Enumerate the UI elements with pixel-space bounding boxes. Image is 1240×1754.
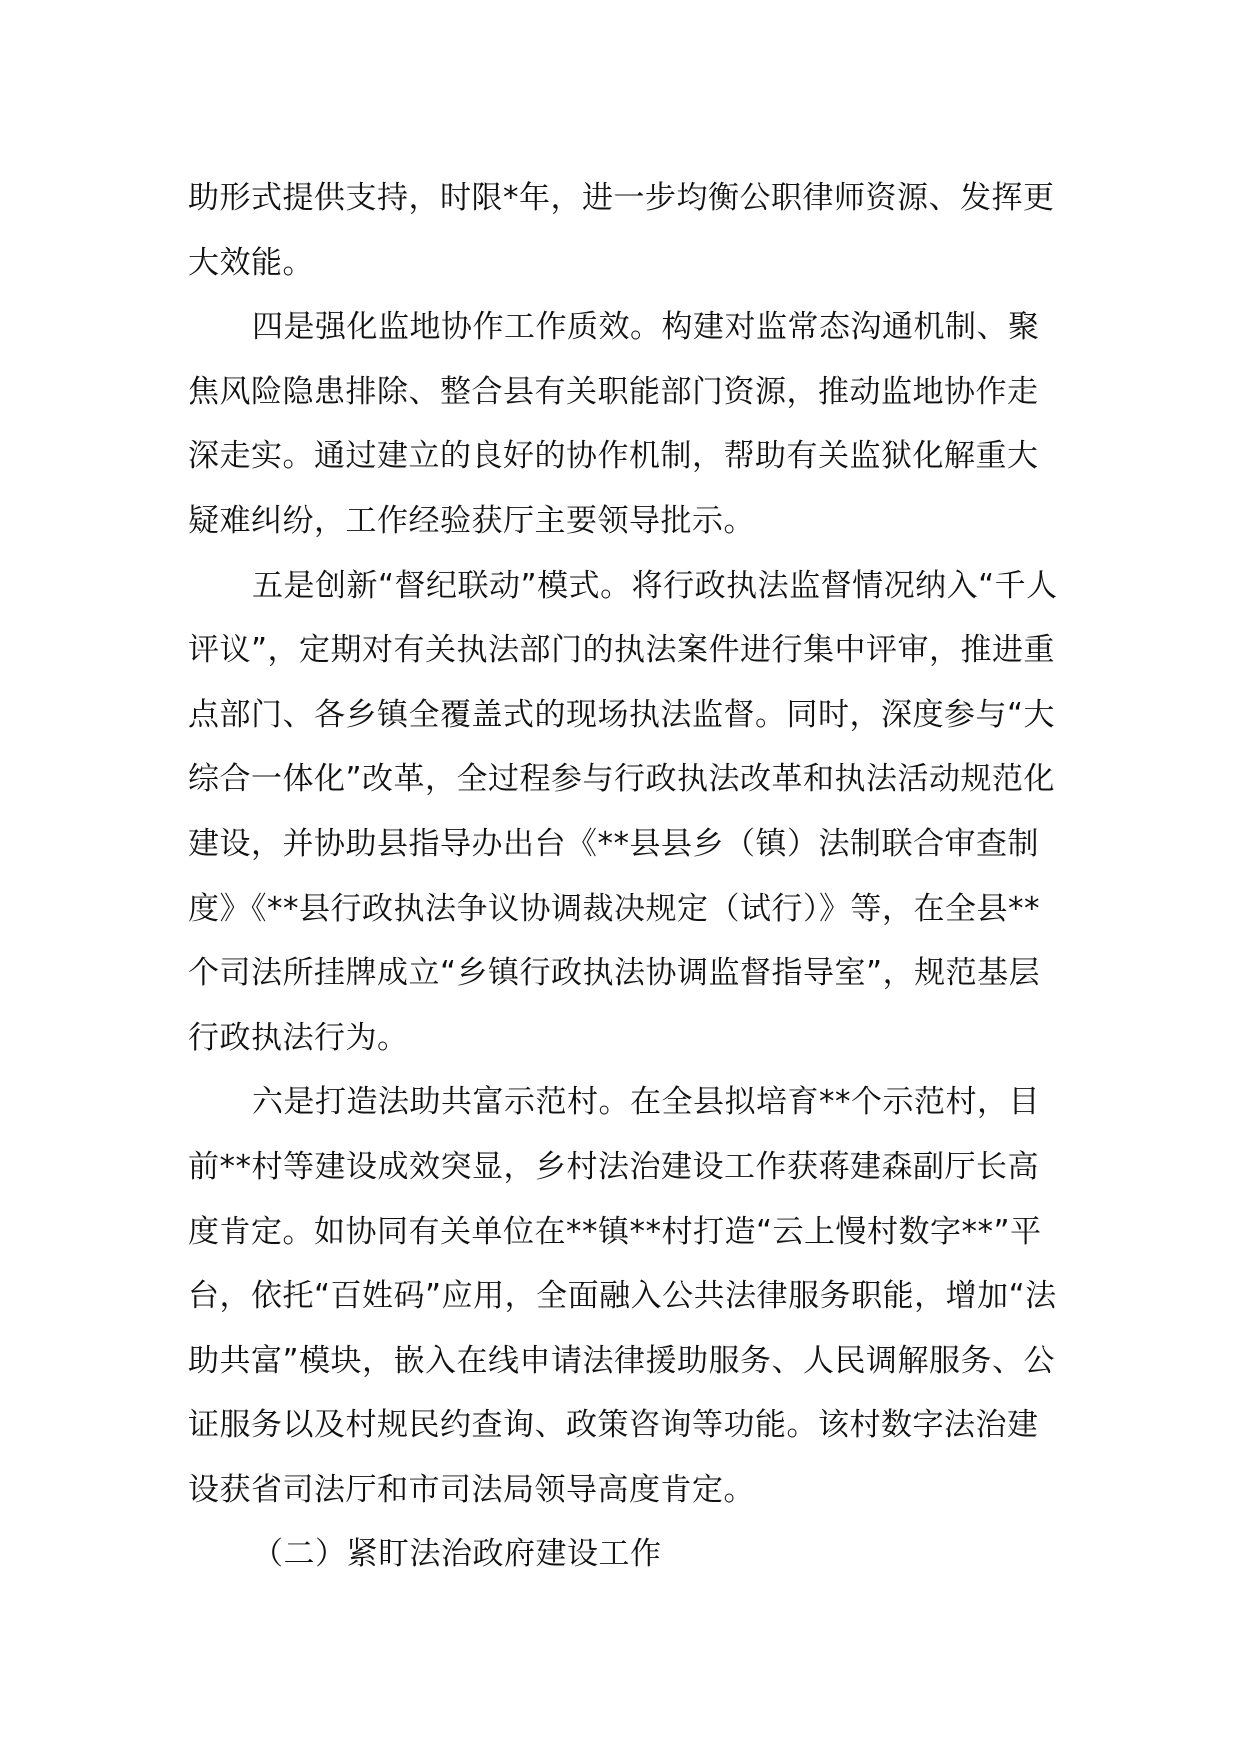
paragraph-continuation: 助形式提供支持，时限*年，进一步均衡公职律师资源、发挥更大效能。 — [188, 180, 1055, 281]
paragraph-item-six: 六是打造法助共富示范村。在全县拟培育**个示范村，目前**村等建设成效突显，乡村法治建设工作获蒋建森副厅长高度肯定。如协同有关单位在**镇**村打造“云上慢村数字**”平台，依托“百姓码”应用，全面融入公共法律服务职能，增加“法助共富”模块，嵌入在线申请法律援助服务、人民调解服务、公证服务以及村规民约查询、政策咨询等功能。该村数字法治建设获省司法厅和市司法局领导高度肯定。 — [188, 1084, 1057, 1508]
section-heading: （二）紧盯法治政府建设工作 — [252, 1536, 662, 1573]
paragraph-item-five: 五是创新“督纪联动”模式。将行政执法监督情况纳入“千人评议”，定期对有关执法部门的执法案件进行集中评审，推进重点部门、各乡镇全覆盖式的现场执法监督。同时，深度参与“大综合一体化”改革，全过程参与行政执法改革和执法活动规范化建设，并协助县指导办出台《**县县乡（镇）法制联合审查制度》《**县行政执法争议协调裁决规定（试行）》等，在全县**个司法所挂牌成立“乡镇行政执法协调监督指导室”，规范基层行政执法行为。 — [188, 567, 1058, 1056]
document-body — [188, 166, 1068, 1587]
paragraph-item-four: 四是强化监地协作工作质效。构建对监常态沟通机制、聚焦风险隐患排除、整合县有关职能部门资源，推动监地协作走深走实。通过建立的良好的协作机制，帮助有关监狱化解重大疑难纠纷，工作经验获厅主要领导批示。 — [188, 309, 1040, 539]
